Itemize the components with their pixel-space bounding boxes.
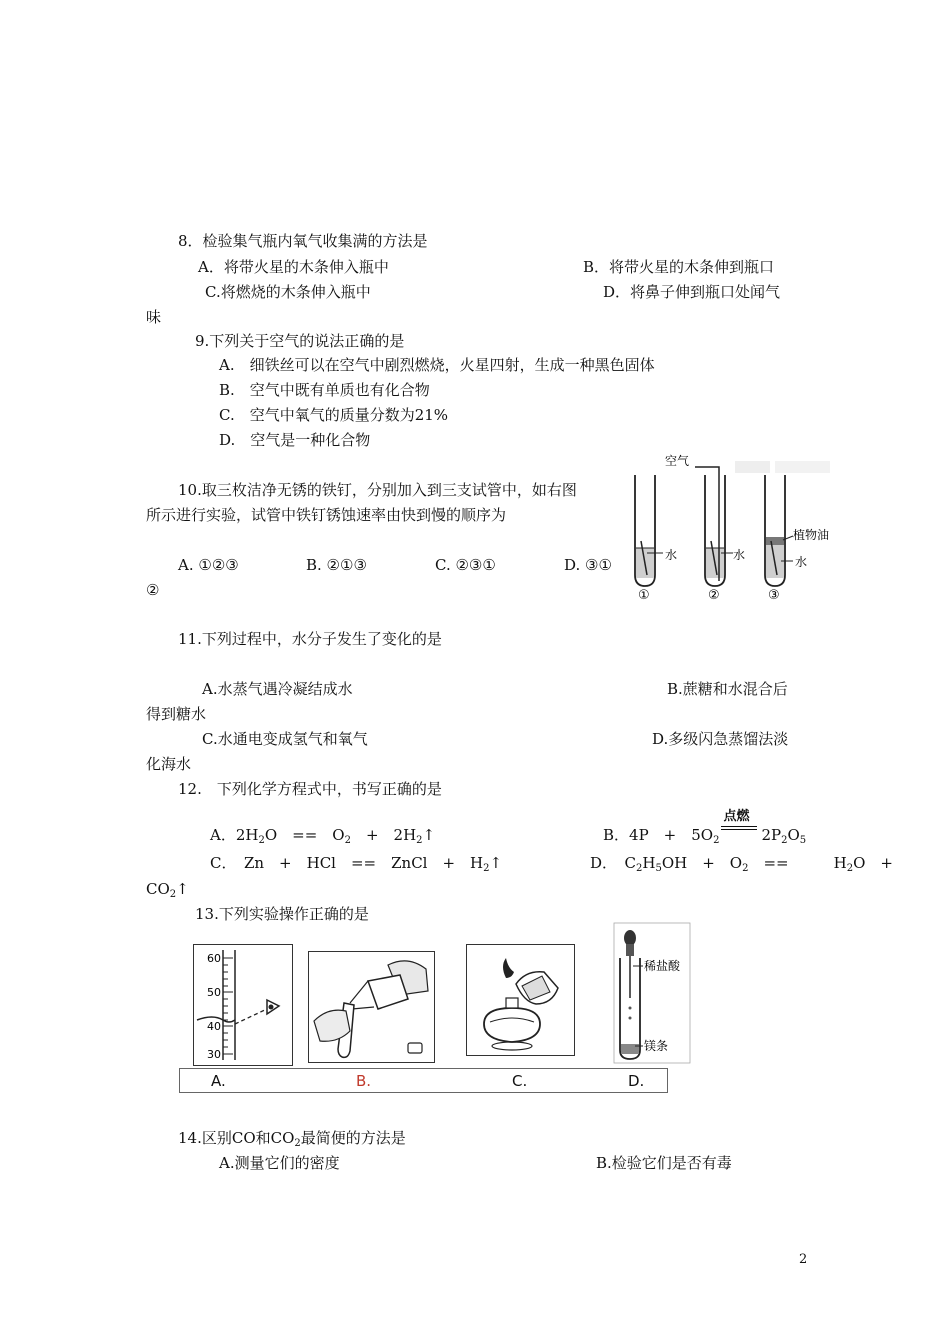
q8-option-a: A．将带火星的木条伸入瓶中 [198,258,389,276]
cylinder-tick-30: 30 [207,1048,221,1061]
q10-option-a: A. ①②③ [178,556,239,574]
q14-option-a: A.测量它们的密度 [219,1154,340,1172]
cylinder-tick-50: 50 [207,986,221,999]
q14-option-b: B.检验它们是否有毒 [596,1154,732,1172]
q10-stem-line1: 10.取三枚洁净无锈的铁钉，分别加入到三支试管中，如右图 [178,481,577,499]
q13-label-a: A. [211,1072,226,1090]
q11-option-c: C.水通电变成氢气和氧气 [202,730,368,748]
q9-option-c: C. 空气中氧气的质量分数为21% [219,406,449,424]
magnesium-label: 镁条 [644,1039,669,1053]
tube2-number: ② [708,588,720,601]
tube3-oil-label: 植物油 [793,528,830,542]
q8-option-c: C.将燃烧的木条伸入瓶中 [205,283,371,301]
q13-figure-c-alcohol-lamp [466,944,575,1056]
q12-stem: 12. 下列化学方程式中，书写正确的是 [178,780,442,798]
q9-option-b: B. 空气中既有单质也有化合物 [219,381,430,399]
cylinder-tick-60: 60 [207,952,221,965]
q13-stem: 13.下列实验操作正确的是 [195,905,369,923]
q12-option-c: C． Zn + HCl == ZnCl + $H_2↑$ [210,854,503,874]
reaction-condition [719,809,761,845]
q10-option-c: C. ②③① [435,556,496,574]
q12-option-a: A．$2H_2O$ == $O_2$ + $2H_2↑$ [210,826,436,846]
q13-label-c: C. [512,1072,528,1090]
acid-label: 稀盐酸 [644,959,681,973]
q8-stem: 8．检验集气瓶内氧气收集满的方法是 [178,232,428,250]
cylinder-tick-40: 40 [207,1020,221,1033]
q12-option-d-cont: $CO_2↑$ [146,880,189,900]
tube3-water-label: 水 [795,555,808,569]
tube1-number: ① [638,588,650,601]
q8-option-d: D．将鼻子伸到瓶口处闻气 [603,283,781,301]
tube2-air-label: 空气 [665,454,690,468]
q10-test-tubes-figure [625,453,840,601]
q13-figure-d-test-tube [613,922,691,1064]
q12-option-b: B．4P + $5O_2$ 点燃 $2P_2O_5$ [603,809,807,846]
q11-option-b-cont: 得到糖水 [146,705,207,723]
q13-figure-b-pouring [308,951,435,1063]
q12-option-d: D． $C_2H_5OH$ + $O_2$ == $H_2O$ + [590,854,893,874]
q13-figure-a-cylinder [193,944,293,1066]
q13-label-d: D. [628,1072,645,1090]
q9-option-a: A. 细铁丝可以在空气中剧烈燃烧，火星四射，生成一种黑色固体 [219,356,655,374]
ignite-condition-label: 点燃 [723,809,750,824]
tube2-water-label: 水 [733,548,746,562]
q11-option-d: D.多级闪急蒸馏法淡 [652,730,789,748]
q9-stem: 9.下列关于空气的说法正确的是 [195,332,405,350]
q11-option-a: A.水蒸气遇冷凝结成水 [202,680,353,698]
q11-option-b: B.蔗糖和水混合后 [667,680,788,698]
q10-option-b: B. ②①③ [306,556,367,574]
q8-option-d-cont: 味 [146,308,162,326]
q14-stem: 14.区别CO和$CO_2$最简便的方法是 [178,1129,406,1149]
test-tube-1 [635,475,663,586]
q11-option-d-cont: 化海水 [146,755,192,773]
page-number: 2 [799,1252,808,1267]
q10-option-d-cont: ② [146,581,160,599]
q10-option-d: D. ③① [564,556,612,574]
q11-stem: 11.下列过程中，水分子发生了变化的是 [178,630,442,648]
test-tube-3 [765,475,793,586]
q8-option-b: B．将带火星的木条伸到瓶口 [583,258,775,276]
q10-stem-line2: 所示进行实验，试管中铁钉锈蚀速率由快到慢的顺序为 [146,506,507,524]
q9-option-d: D. 空气是一种化合物 [219,431,371,449]
q13-label-bar [179,1068,668,1093]
test-tube-2 [695,467,733,586]
q13-label-b: B. [356,1072,372,1090]
tube1-water-label: 水 [665,548,678,562]
tube3-number: ③ [768,588,780,601]
